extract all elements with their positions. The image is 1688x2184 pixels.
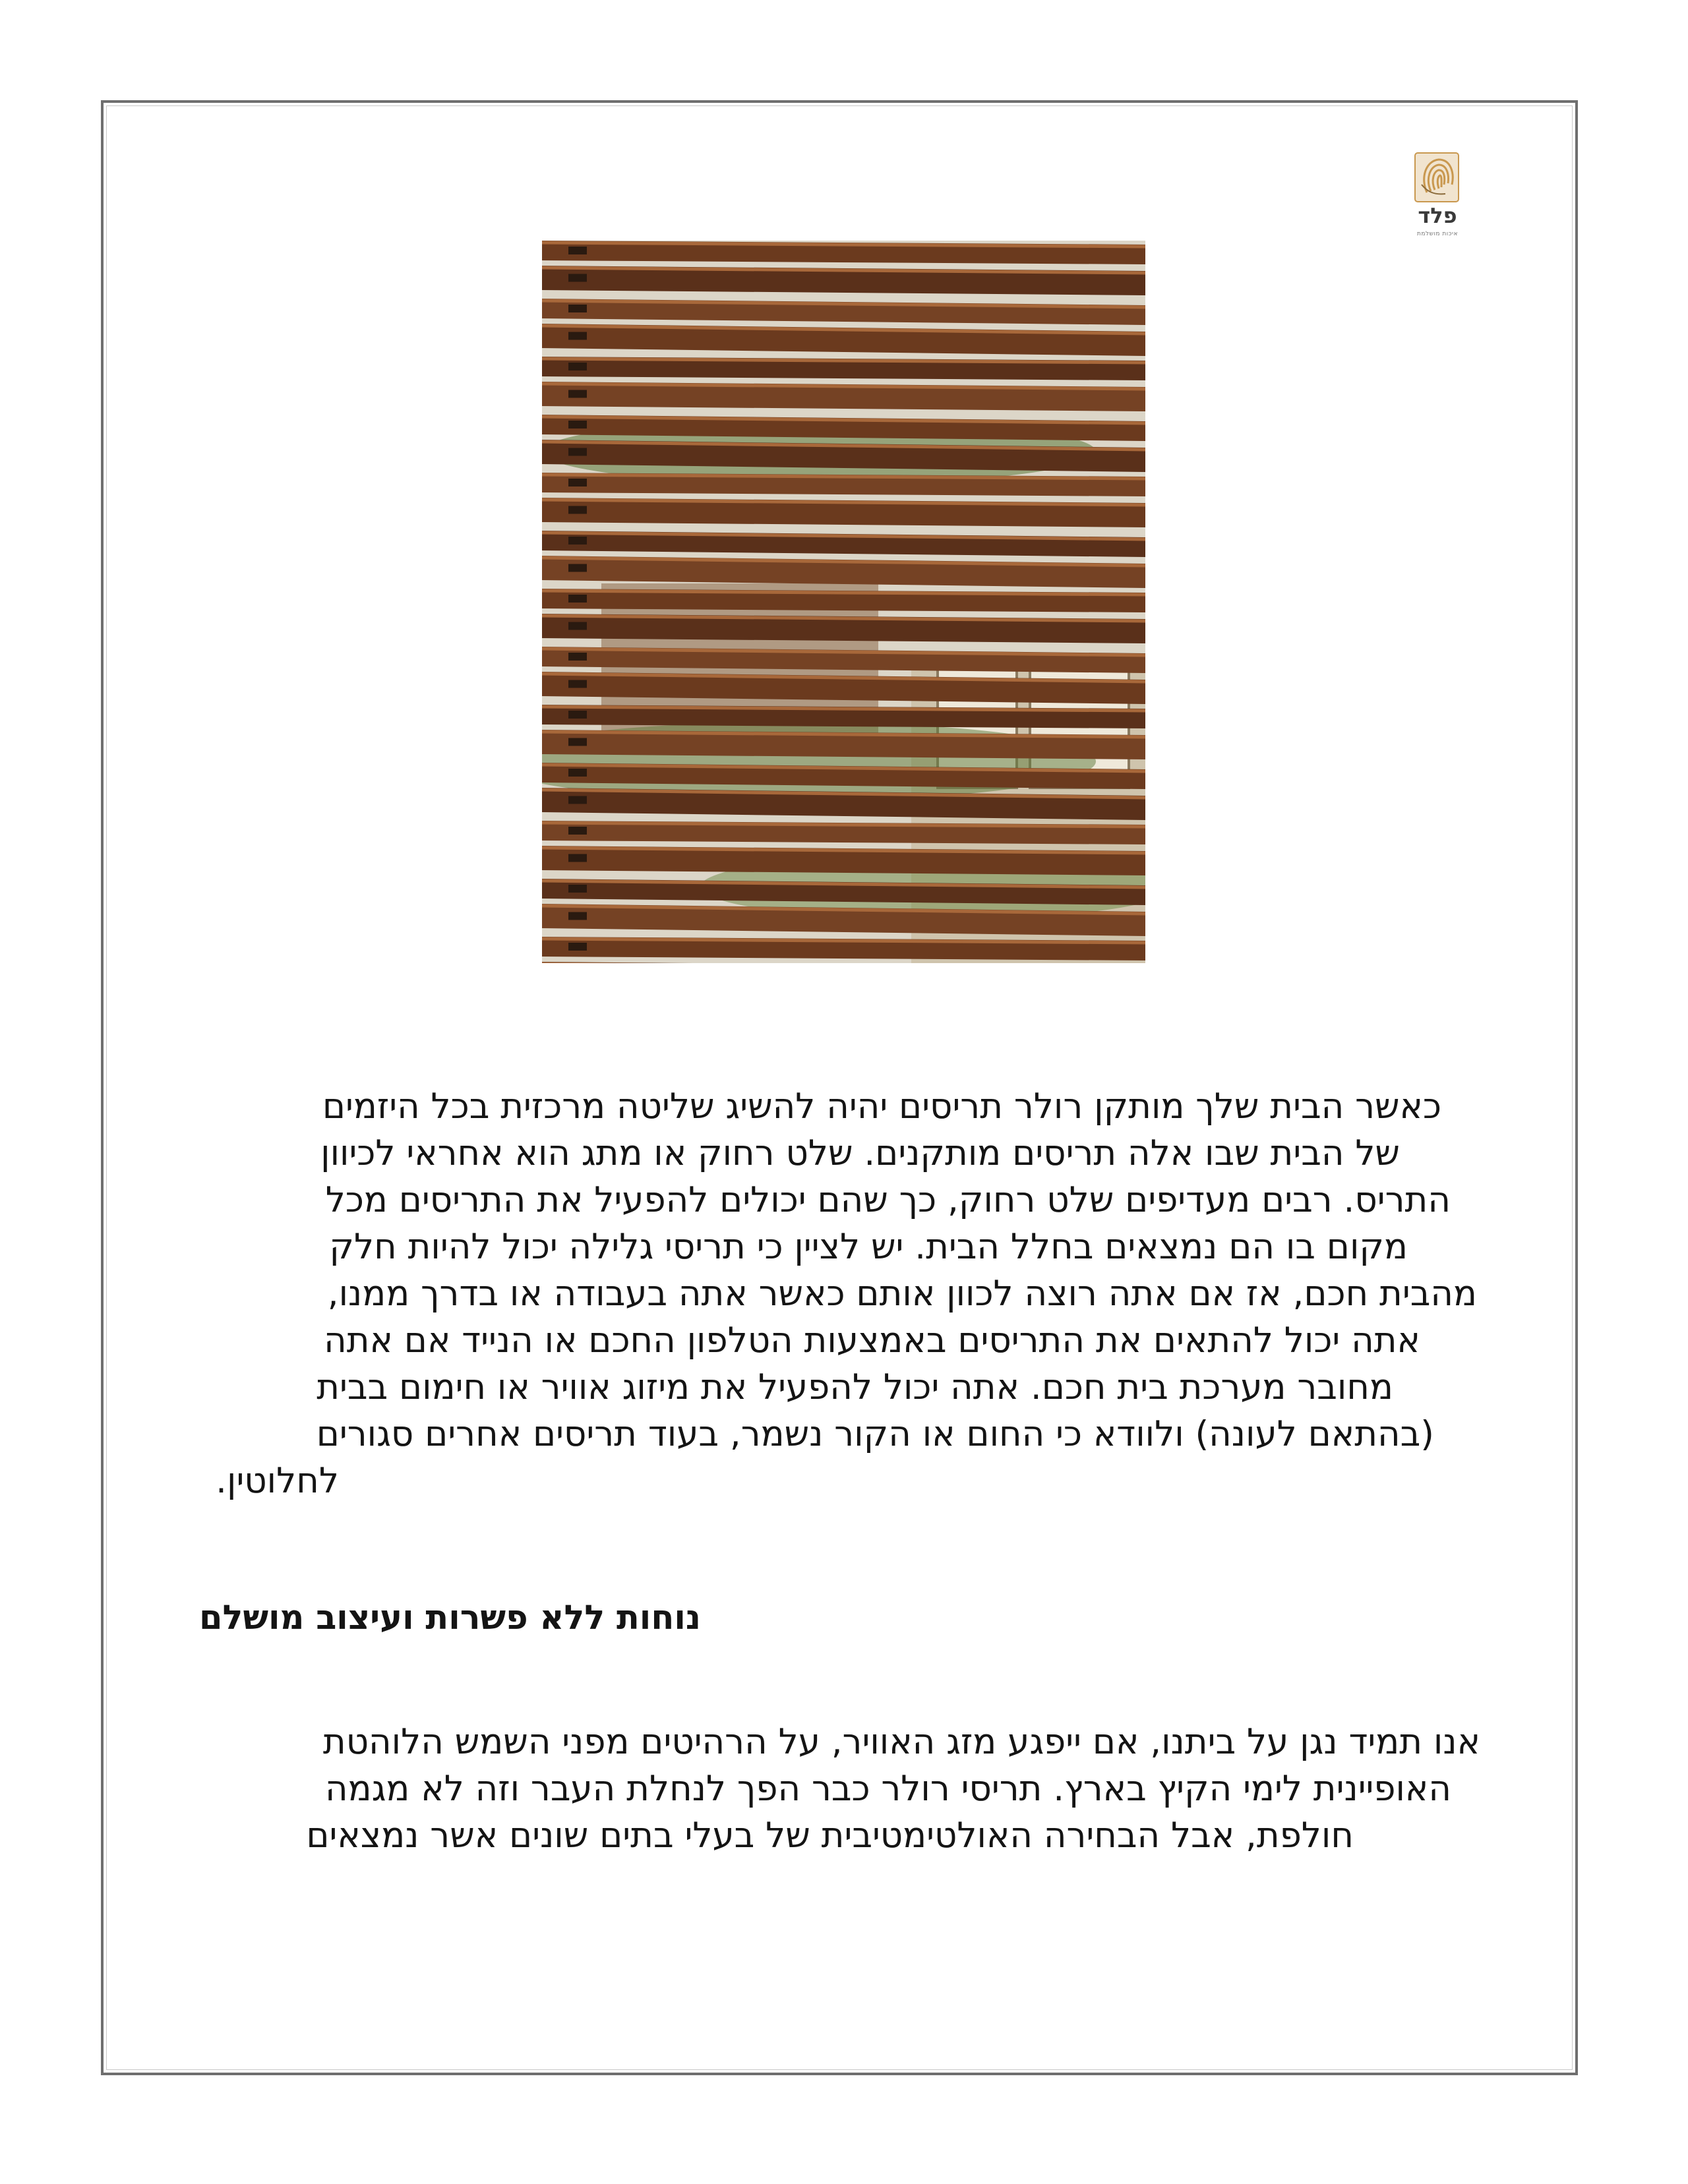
paragraph-1-line: מחובר מערכת בית חכם. אתה יכול להפעיל את מיזוג אוויר או חימום בבית <box>316 1367 1393 1407</box>
paragraph-2-line: האופיינית לימי הקיץ בארץ. תריסי רולר כבר הפך לנחלת העבר וזה לא מגמה <box>324 1769 1451 1809</box>
shutter-clip <box>568 711 587 719</box>
paragraph-1-line: כאשר הבית שלך מותקן רולר תריסים יהיה להשיג שליטה מרכזית בכל היזמים <box>322 1086 1441 1127</box>
shutter-clip <box>568 564 587 572</box>
paragraph-1-line: התריס. רבים מעדיפים שלט רחוק, כך שהם יכולים להפעיל את התריסים מכל <box>325 1180 1451 1220</box>
shutter-clip <box>568 622 587 630</box>
shutter-clip <box>568 912 587 920</box>
shutter-clip <box>568 363 587 370</box>
paragraph-1-line: מקום בו הם נמצאים בחלל הבית. יש לציין כי תריסי גלילה יכול להיות חלק <box>329 1227 1408 1267</box>
paragraph-1-line: מהבית חכם, אז אם אתה רוצה לכוון אותם כאשר אתה בעבודה או בדרך ממנו, <box>327 1274 1477 1314</box>
shutter-clip <box>568 305 587 312</box>
logo-tagline: איכות מושלמת <box>1416 231 1459 237</box>
shutter-clip <box>568 390 587 398</box>
shutter-clip <box>568 827 587 835</box>
shutter-clip <box>568 506 587 514</box>
fingerprint-logo-icon <box>1414 152 1460 203</box>
shutter-clip <box>568 943 587 951</box>
company-logo <box>1411 152 1465 244</box>
paragraph-2-line: אנו תמיד נגן על ביתנו, אם ייפגע מזג האוויר, על הרהיטים מפני השמש הלוהטת <box>322 1722 1480 1762</box>
paragraph-1-line: (בהתאם לעונה) ולוודא כי החום או הקור נשמר, בעוד תריסים אחרים סגורים <box>316 1414 1434 1454</box>
shutter-clip <box>568 448 587 456</box>
paragraph-2-line: חולפת, אבל הבחירה האולטימטיבית של בעלי בתים שונים אשר נמצאים <box>306 1815 1354 1856</box>
shutter-clip <box>568 738 587 746</box>
shutter-clip <box>568 885 587 893</box>
paragraph-1-line: של הבית שבו אלה תריסים מותקנים. שלט רחוק או מתג הוא אחראי לכיוון <box>320 1133 1400 1173</box>
shutter-clip <box>568 247 587 254</box>
shutter-clip <box>568 854 587 862</box>
shutter-clip <box>568 595 587 603</box>
shutter-clip <box>568 796 587 804</box>
shutter-clip <box>568 274 587 282</box>
shutter-clip <box>568 769 587 777</box>
section-heading: נוחות ללא פשרות ועיצוב מושלם <box>199 1599 701 1638</box>
paragraph-1-line: אתה יכול להתאים את התריסים באמצעות הטלפון החכם או הנייד אם אתה <box>324 1320 1420 1361</box>
shutter-clip <box>568 479 587 487</box>
shutter-clip <box>568 537 587 545</box>
shutter-clip <box>568 332 587 340</box>
shutter-clip <box>568 653 587 661</box>
logo-name: פלד <box>1418 203 1457 228</box>
shutter-clip <box>568 421 587 428</box>
roller-shutter-photo <box>542 241 1145 963</box>
shutter-clip <box>568 680 587 688</box>
paragraph-1-line: לחלוטין. <box>216 1461 339 1501</box>
